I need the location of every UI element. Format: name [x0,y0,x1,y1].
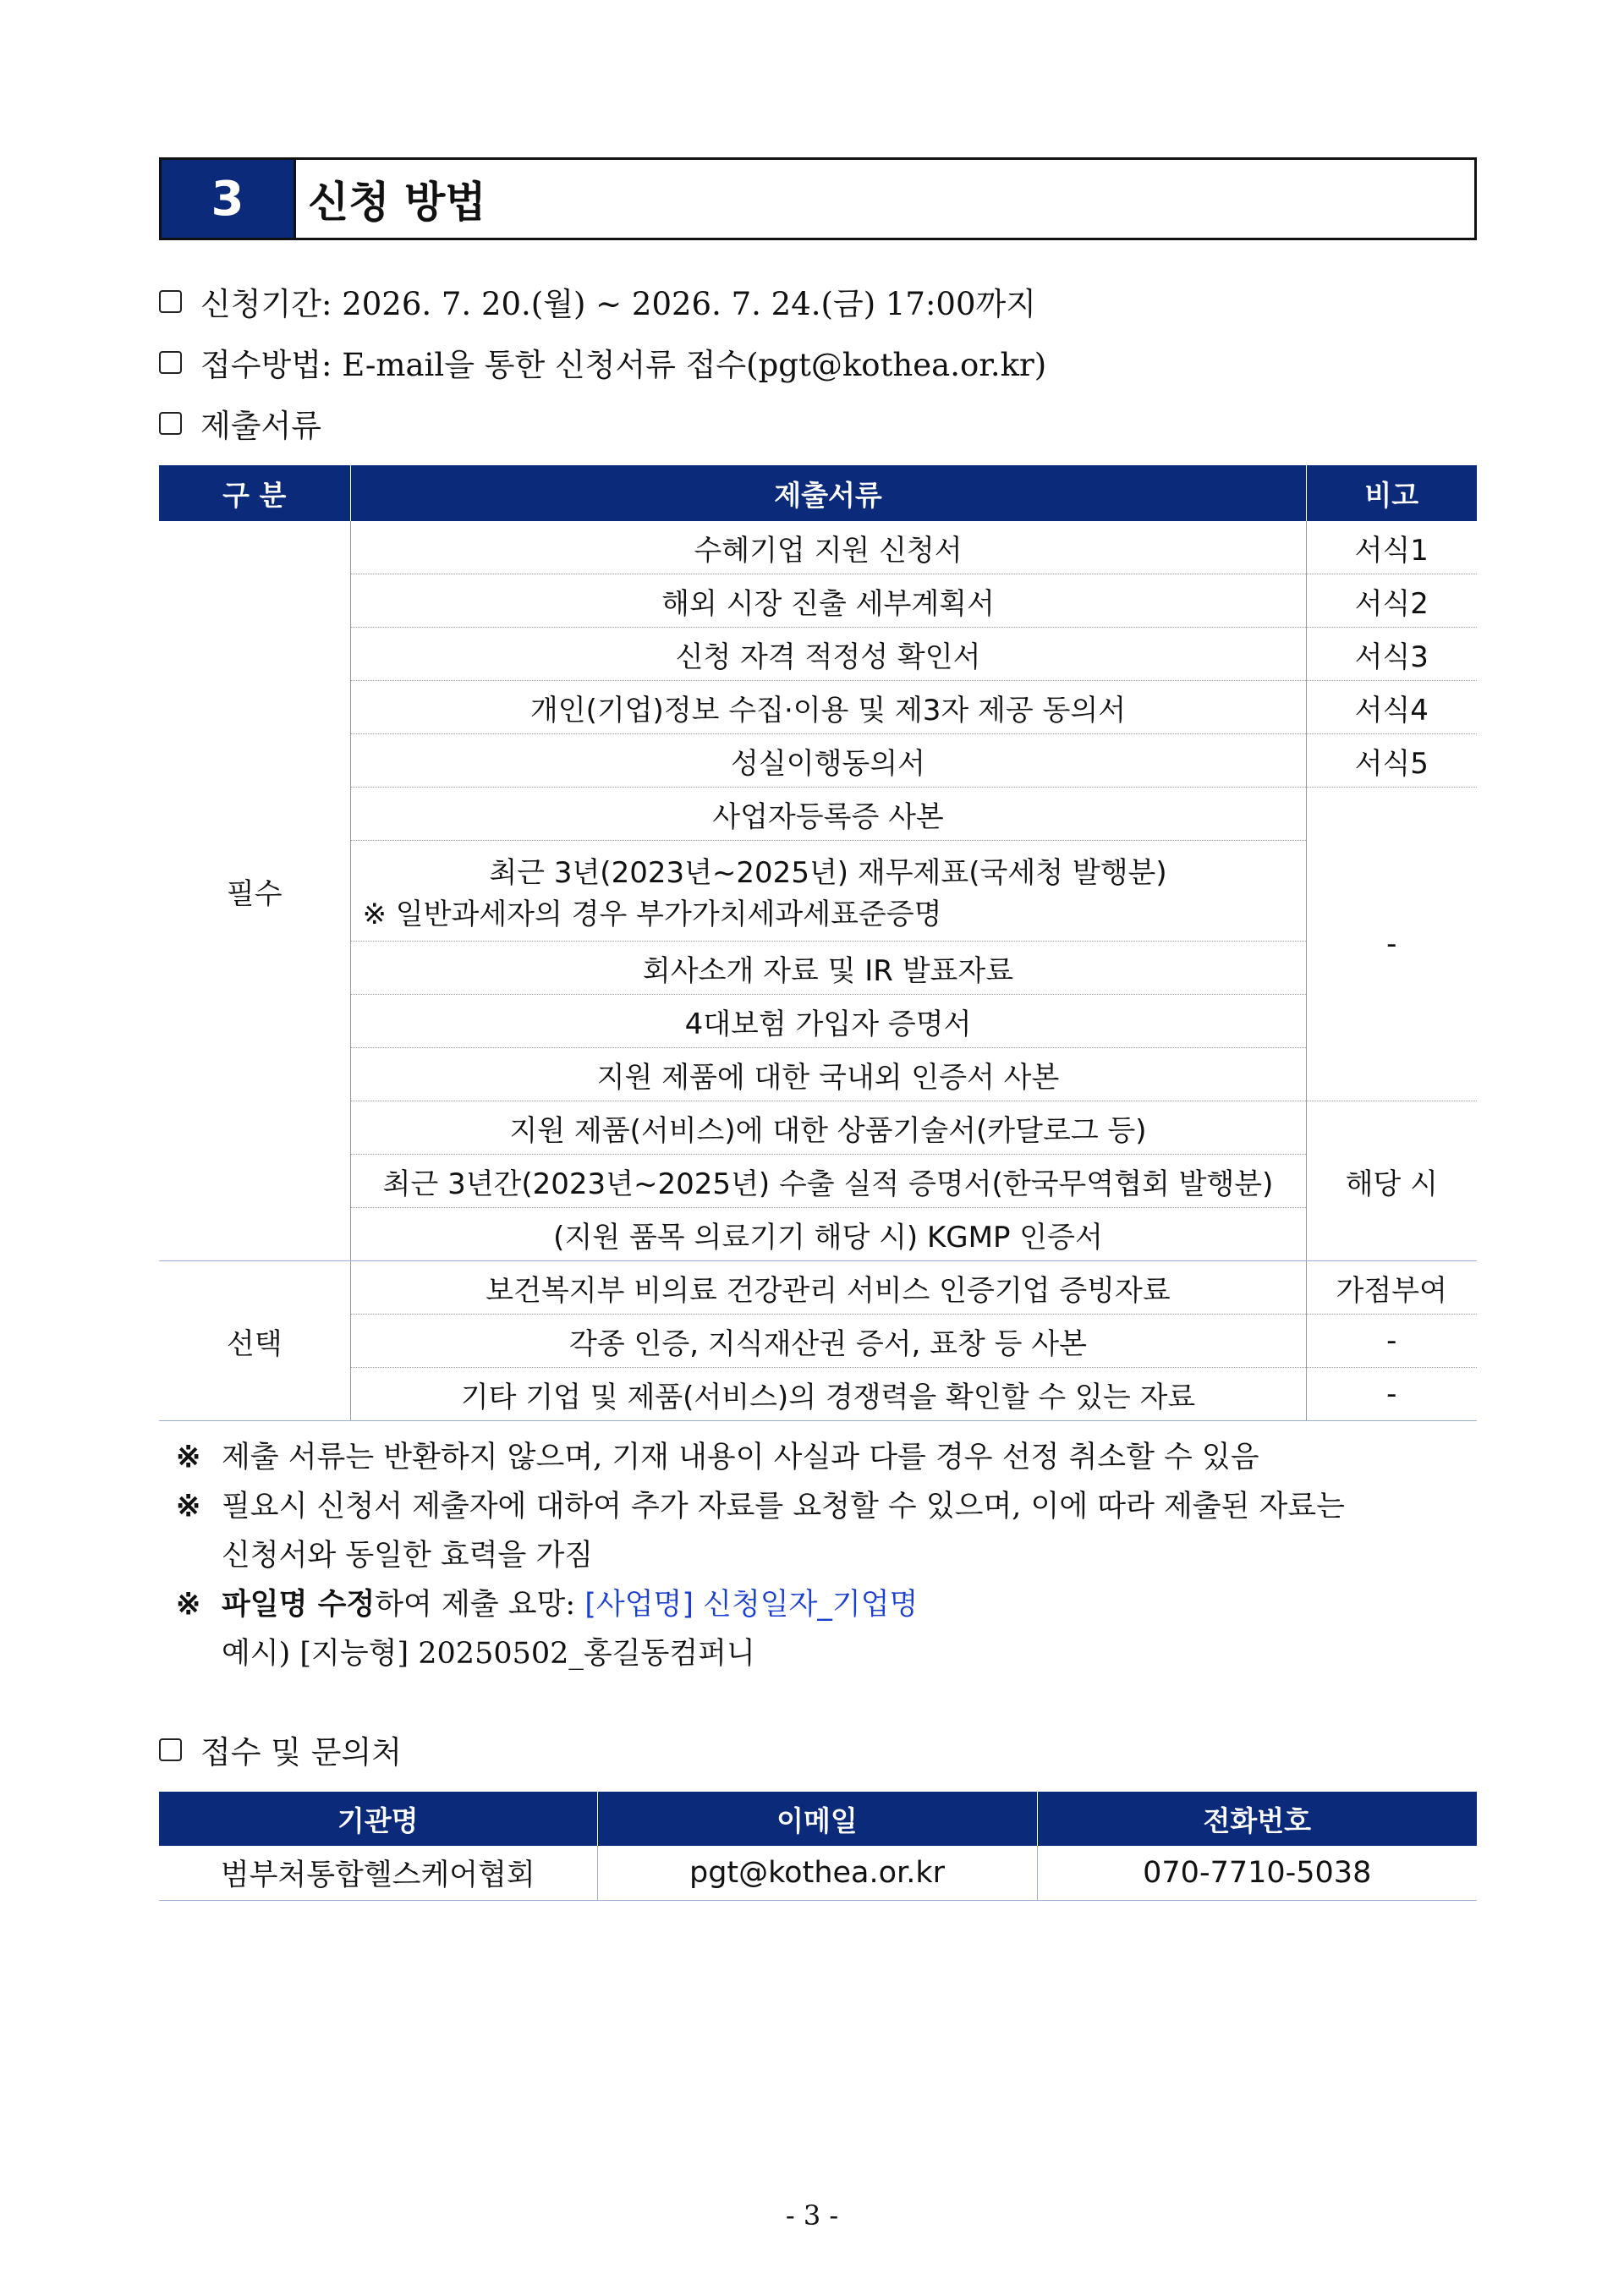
note-3-bold: 파일명 수정 [222,1587,376,1622]
doc-cell: 지원 제품(서비스)에 대한 상품기술서(카달로그 등) [350,1101,1306,1155]
category-required: 필수 [226,876,283,911]
table-header-row [159,1792,1477,1846]
doc-cell: 성실이행동의서 [350,734,1306,788]
doc-cell: 4대보험 가입자 증명서 [350,995,1306,1048]
table-row [159,841,1477,942]
filename-example: 예시) [지능형] 20250502_홍길동컴퍼니 [222,1637,755,1671]
table-row [159,681,1477,734]
table-row [159,942,1477,995]
period-text: 신청기간: 2026. 7. 20.(월) ~ 2026. 7. 24.(금) 17:00까지 [200,286,1036,322]
table-row [159,1315,1477,1368]
doc-cell: 지원 제품에 대한 국내외 인증서 사본 [350,1048,1306,1101]
table-row [159,1261,1477,1315]
doc-cell: 사업자등록증 사본 [350,788,1306,841]
note-cell: 서식2 [1306,574,1477,628]
table-row [159,1101,1477,1155]
table-row [159,628,1477,681]
doc-cell: 해외 시장 진출 세부계획서 [350,574,1306,628]
note-3 [176,1580,1477,1629]
note-2 [176,1482,1477,1531]
header-org: 기관명 [159,1792,597,1846]
table-row [159,788,1477,841]
doc-cell: 기타 기업 및 제품(서비스)의 경쟁력을 확인할 수 있는 자료 [350,1368,1306,1421]
checkbox-square-icon [159,1738,182,1761]
section-number: 3 [162,160,296,238]
page-number: - 3 - [785,2199,839,2232]
table-row [159,1368,1477,1421]
contact-table [159,1792,1477,1901]
table-row [159,734,1477,788]
table-row [159,1208,1477,1261]
bullet-contact [159,1719,1477,1780]
reference-mark: ※ [176,1587,201,1622]
documents-table [159,465,1477,1421]
document-page [159,157,1477,1901]
table-row [159,1048,1477,1101]
note-cell-dash: - [1306,788,1477,1101]
notes-block [159,1433,1477,1678]
doc-cell: 수혜기업 지원 신청서 [350,521,1306,574]
doc-cell: 보건복지부 비의료 건강관리 서비스 인증기업 증빙자료 [350,1261,1306,1315]
method-text: 접수방법: E-mail을 통한 신청서류 접수(pgt@kothea.or.kr) [200,347,1047,383]
docs-heading: 제출서류 [200,408,321,444]
note-cell: 서식1 [1306,521,1477,574]
reference-mark: ※ [176,1440,201,1474]
bullet-docs [159,393,1477,453]
header-email: 이메일 [597,1792,1037,1846]
contact-email-link[interactable]: pgt@kothea.or.kr [597,1846,1037,1901]
bullet-period [159,271,1477,332]
contact-heading: 접수 및 문의처 [200,1734,402,1771]
note-text: 제출 서류는 반환하지 않으며, 기재 내용이 사실과 다를 경우 선정 취소할 수 있음 [222,1441,1259,1474]
doc-line-sub: ※ 일반과세자의 경우 부가가치세과세표준증명 [362,898,942,931]
contact-phone: 070-7710-5038 [1037,1846,1477,1901]
note-cell: - [1306,1368,1477,1421]
doc-cell: 신청 자격 적정성 확인서 [350,628,1306,681]
doc-cell: 각종 인증, 지식재산권 증서, 표창 등 사본 [350,1315,1306,1368]
org-name: 범부처통합헬스케어협회 [159,1846,597,1901]
note-text: 필요시 신청서 제출자에 대하여 추가 자료를 요청할 수 있으며, 이에 따라 제출된 자료는 [222,1490,1345,1524]
note-cell: 서식4 [1306,681,1477,734]
doc-cell: 최근 3년간(2023년~2025년) 수출 실적 증명서(한국무역협회 발행분) [350,1155,1306,1208]
table-row [159,1155,1477,1208]
note-2-continued: 신청서와 동일한 효력을 가짐 [222,1539,594,1573]
header-remarks: 비고 [1306,465,1477,521]
doc-cell: 회사소개 자료 및 IR 발표자료 [350,942,1306,995]
header-phone: 전화번호 [1037,1792,1477,1846]
note-1 [176,1433,1477,1482]
table-header-row [159,465,1477,521]
note-cell-applicable: 해당 시 [1306,1101,1477,1261]
table-row [159,995,1477,1048]
table-row [159,574,1477,628]
checkbox-square-icon [159,351,182,374]
bullet-method [159,332,1477,393]
note-cell: 가점부여 [1306,1261,1477,1315]
note-cell: 서식3 [1306,628,1477,681]
category-optional: 선택 [159,1261,350,1421]
checkbox-square-icon [159,412,182,435]
doc-cell-financial [350,841,1306,942]
doc-cell: 개인(기업)정보 수집·이용 및 제3자 제공 동의서 [350,681,1306,734]
table-row [159,521,1477,574]
section-title: 신청 방법 [308,178,486,227]
header-category: 구 분 [159,465,350,521]
table-row [159,1846,1477,1901]
checkbox-square-icon [159,290,182,313]
reference-mark: ※ [176,1489,201,1524]
doc-cell: (지원 품목 의료기기 해당 시) KGMP 인증서 [350,1208,1306,1261]
note-cell: 서식5 [1306,734,1477,788]
doc-line-main: 최근 3년(2023년~2025년) 재무제표(국세청 발행분) [489,856,1167,890]
note-3-text: 하여 제출 요망: [375,1588,585,1622]
filename-format: [사업명] 신청일자_기업명 [584,1588,919,1622]
note-cell: - [1306,1315,1477,1368]
section-header [159,157,1477,240]
header-documents: 제출서류 [350,465,1306,521]
